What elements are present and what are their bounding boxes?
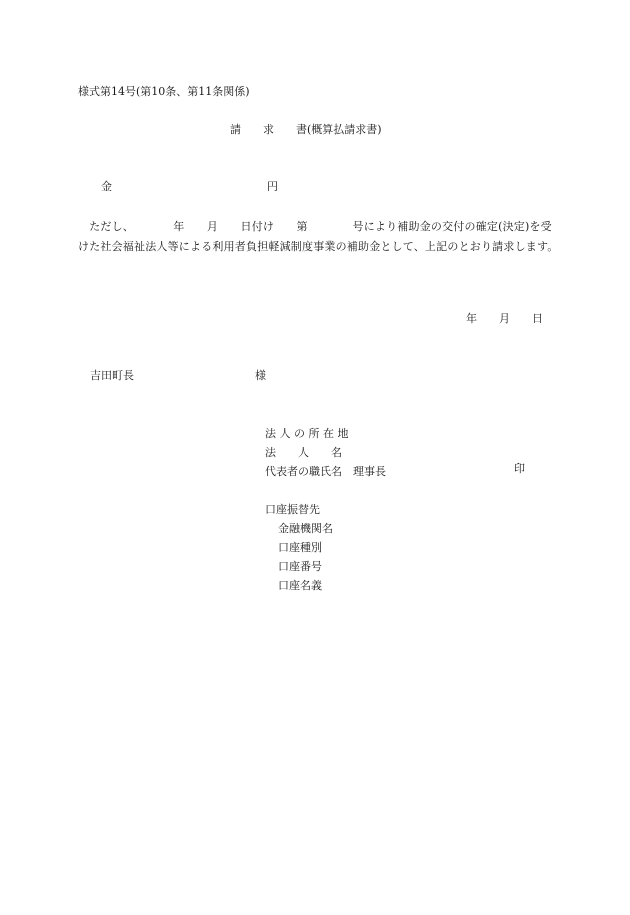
bank-account-holder-label: 口座名義 (278, 579, 322, 592)
request-statement: ただし、 年 月 日付け 第 号により補助金の交付の確定(決定)を受けた社会福祉法人等による利用者負担軽減制度事業の補助金として、上記のとおり請求します。 (78, 220, 559, 253)
bank-institution-label: 金融機関名 (278, 522, 333, 535)
seal-mark: 印 (514, 462, 525, 475)
request-date: 年 月 日 (466, 312, 543, 325)
corporation-name-label: 法 人 名 (265, 446, 342, 459)
bank-block (265, 500, 333, 595)
amount-unit: 円 (267, 180, 278, 193)
bank-header: 口座振替先 (265, 503, 320, 516)
form-number: 様式第14号(第10条、第11条関係) (78, 85, 250, 98)
amount-label: 金 (101, 180, 112, 193)
representative-label: 代表者の職氏名 理事長 (265, 465, 386, 478)
addressee-honorific: 様 (255, 369, 266, 382)
bank-account-number-label: 口座番号 (278, 560, 322, 573)
bank-account-type-label: 口座種別 (278, 541, 322, 554)
corporation-address-label: 法 人 の 所 在 地 (265, 427, 349, 440)
document-title: 請 求 書(概算払請求書) (230, 123, 382, 136)
corporation-block (265, 424, 386, 481)
addressee-name: 吉田町長 (90, 369, 134, 382)
